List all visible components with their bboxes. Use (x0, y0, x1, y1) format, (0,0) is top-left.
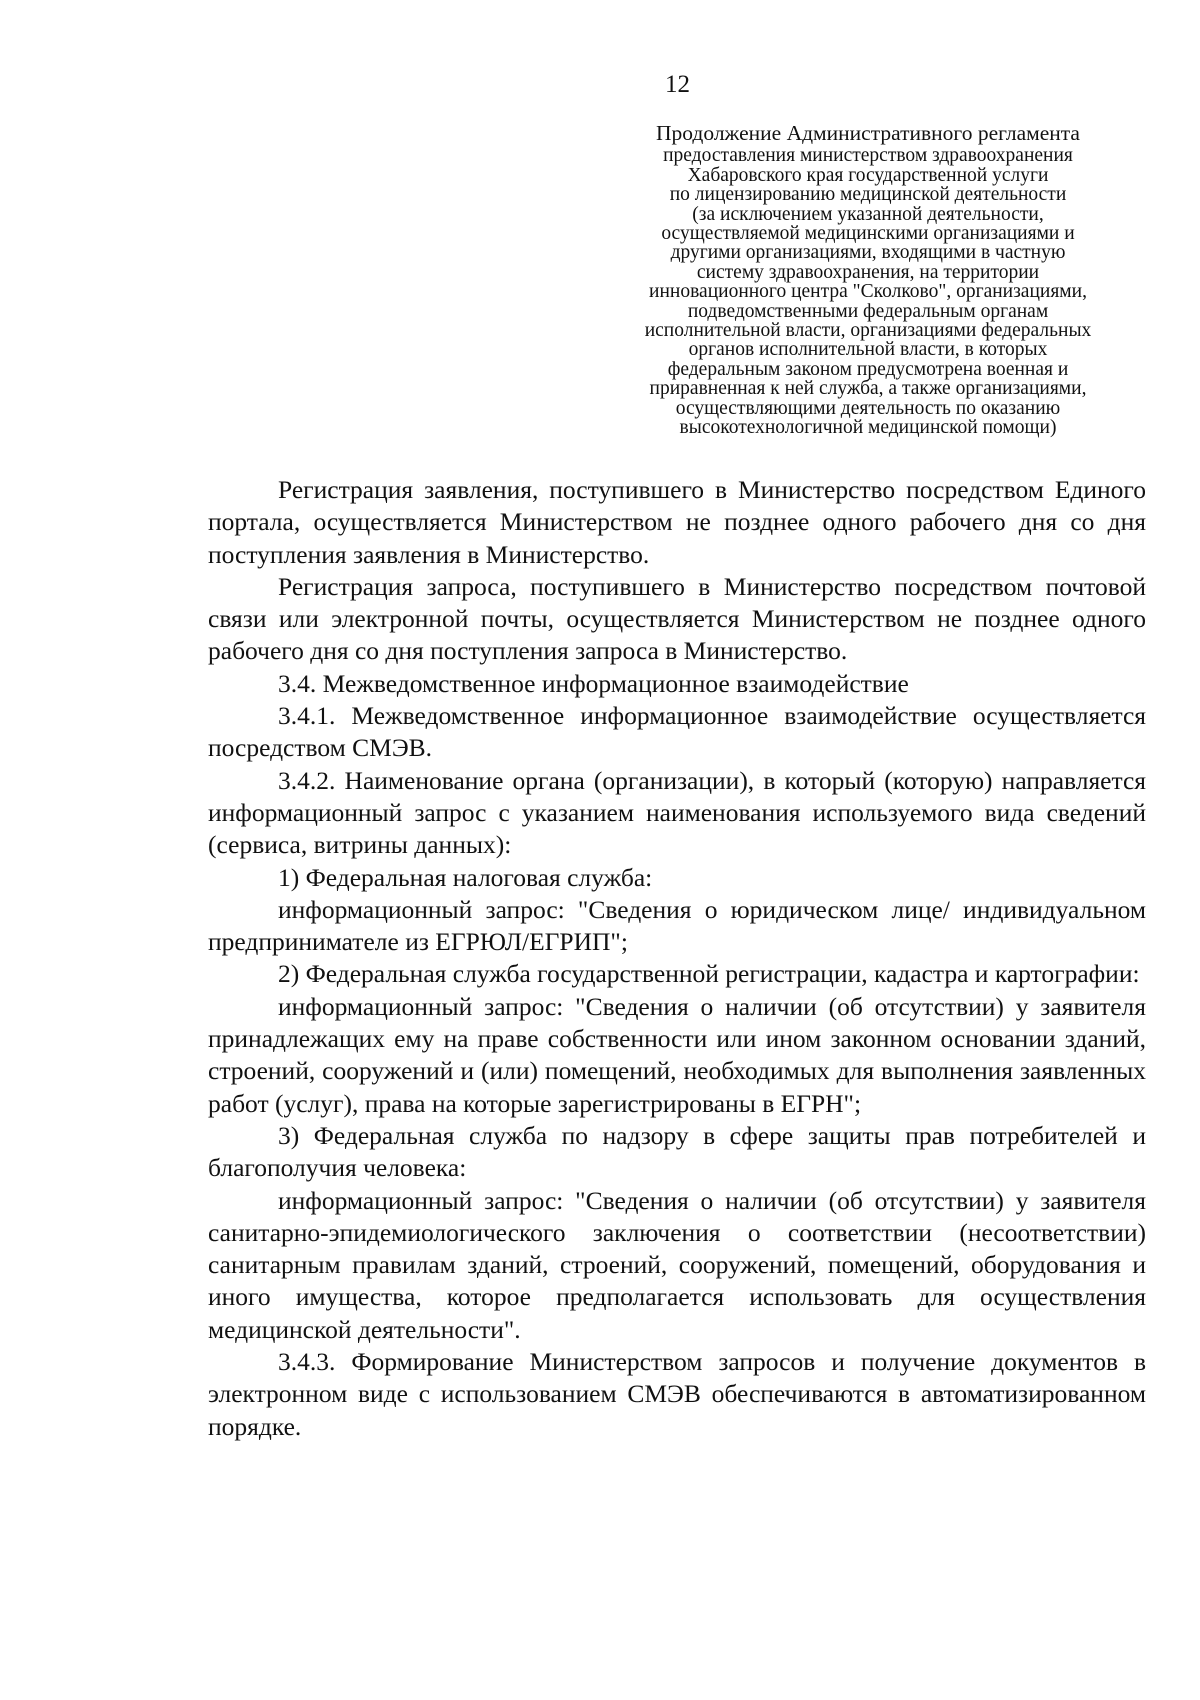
list-item-3: 3) Федеральная служба по надзору в сфере защиты прав потребителей и благополучия человека: (208, 1120, 1146, 1183)
header-line: осуществляющими деятельность по оказанию (675, 397, 1061, 419)
header-line: исполнительной власти, организациями федеральных (644, 320, 1092, 342)
header-line: другими организациями, входящими в частную (670, 242, 1066, 264)
header-line: федеральным законом предусмотрена военная и (667, 358, 1069, 380)
paragraph-3-4-3: 3.4.3. Формирование Министерством запросов и получение документов в электронном виде с использованием СМЭВ обеспечиваются в автоматизированном порядке. (208, 1347, 1146, 1441)
list-item-2: 2) Федеральная служба государственной регистрации, кадастра и картографии: (278, 959, 1140, 989)
request-egrul: информационный запрос: "Сведения о юридическом лице/ индивидуальном предпринимателе из ЕГРЮЛ/ЕГРИП"; (208, 894, 1146, 957)
header-line: предоставления министерством здравоохранения (663, 145, 1073, 167)
header-line: Продолжение Административного регламента (656, 121, 1080, 145)
paragraph-registration-mail: Регистрация запроса, поступившего в Министерство посредством почтовой связи или электронной почты, осуществляется Министерством не позднее одного рабочего дня со дня поступления запроса в Министерство. (208, 571, 1146, 666)
document-body (208, 474, 1146, 1443)
header-line: инновационного центра "Сколково", организациями, (649, 281, 1087, 303)
header-line: высокотехнологичной медицинской помощи) (679, 417, 1057, 439)
paragraph-3-4-2: 3.4.2. Наименование органа (организации), в который (которую) направляется информационный запрос с указанием наименования используемого вида сведений (сервиса, витрины данных): (208, 765, 1146, 860)
page-number: 12 (665, 71, 690, 98)
request-egrn: информационный запрос: "Сведения о наличии (об отсутствии) у заявителя принадлежащих ему на праве собственности или ином законном основании зданий, строений, сооружений и (или) помещений, необходимых для выполнения заявленных работ (услуг), права на которые зарегистрированы в ЕГРН"; (208, 991, 1146, 1118)
header-line: подведомственными федеральным органам (687, 300, 1049, 322)
header-line: Хабаровского края государственной услуги (687, 164, 1049, 186)
request-sanitary: информационный запрос: "Сведения о наличии (об отсутствии) у заявителя санитарно-эпидемиологического заключения о соответствии (несоответствии) санитарным правилам зданий, строений, сооружений, помещений, оборудования и иного имущества, которое предполагается использовать для осуществления медицинской деятельности". (208, 1185, 1146, 1344)
regulation-continuation-header (588, 121, 1148, 439)
header-line: систему здравоохранения, на территории (696, 261, 1040, 283)
header-line: приравненная к ней служба, а также организациями, (649, 378, 1087, 400)
paragraph-registration-portal: Регистрация заявления, поступившего в Министерство посредством Единого портала, осуществляется Министерством не позднее одного рабочего дня со дня поступления заявления в Министерство. (208, 475, 1146, 569)
header-line: по лицензированию медицинской деятельности (669, 184, 1067, 206)
section-heading-3-4: 3.4. Межведомственное информационное взаимодействие (278, 668, 909, 698)
paragraph-3-4-1: 3.4.1. Межведомственное информационное взаимодействие осуществляется посредством СМЭВ. (208, 701, 1146, 763)
header-line: (за исключением указанной деятельности, (692, 203, 1044, 225)
header-line: осуществляемой медицинскими организациями и (661, 223, 1075, 245)
list-item-1: 1) Федеральная налоговая служба: (278, 862, 653, 892)
header-line: органов исполнительной власти, в которых (688, 339, 1048, 361)
